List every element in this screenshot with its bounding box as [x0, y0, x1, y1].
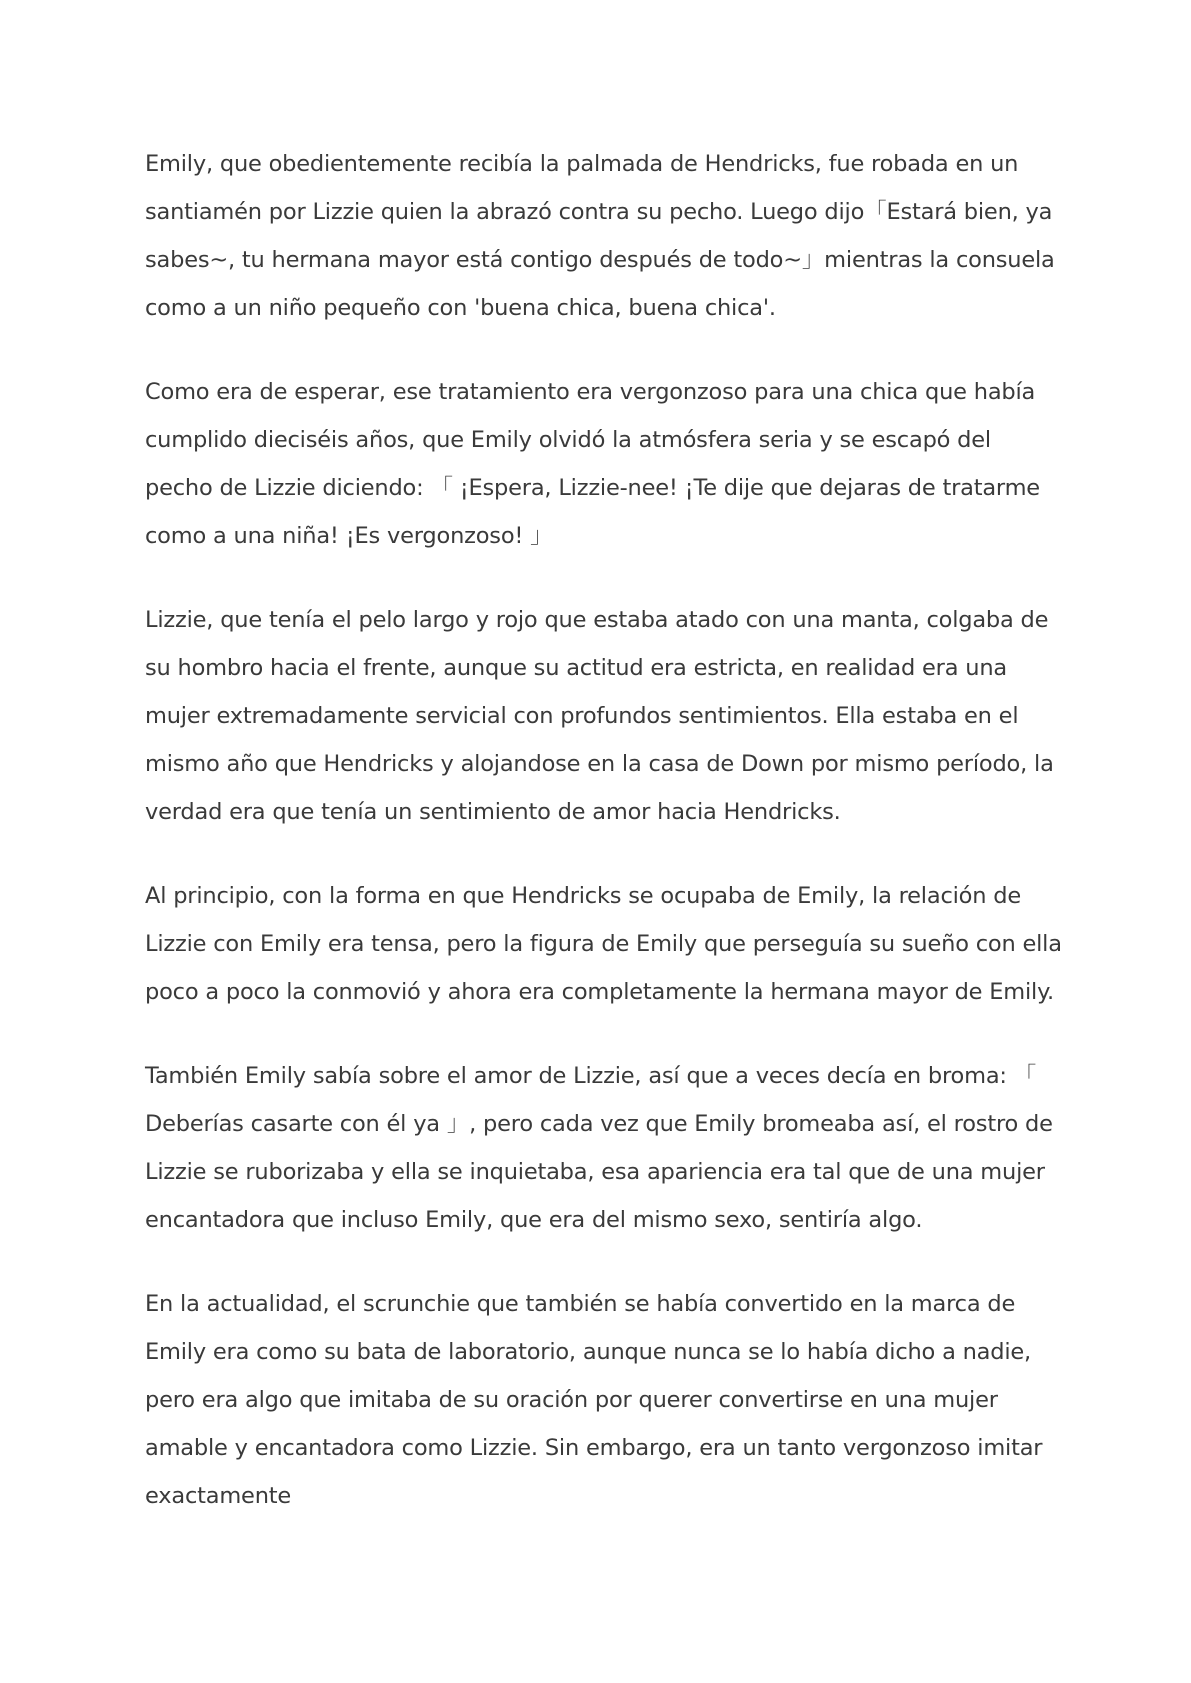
document-body: [145, 140, 1065, 1520]
paragraph-2: Como era de esperar, ese tratamiento era vergonzoso para una chica que había cumplido dieciséis años, que Emily olvidó la atmósfera seria y se escapó del pecho de Lizzie diciendo: 「 ¡Espera, Lizzie-nee! ¡Te dije que dejaras de tratarme como a una niña! ¡Es vergonzoso! 」: [145, 379, 1040, 549]
paragraph-5: También Emily sabía sobre el amor de Lizzie, así que a veces decía en broma: 「 Deberías casarte con él ya 」, pero cada vez que Emily bromeaba así, el rostro de Lizzie se ruborizaba y ella se inquietaba, esa apariencia era tal que de una mujer encantadora que incluso Emily, que era del mismo sexo, sentiría algo.: [145, 1063, 1053, 1233]
paragraph-6: En la actualidad, el scrunchie que también se había convertido en la marca de Emily era como su bata de laboratorio, aunque nunca se lo había dicho a nadie, pero era algo que imitaba de su oración por querer convertirse en una mujer amable y encantadora como Lizzie. Sin embargo, era un tanto vergonzoso imitar exactamente: [145, 1291, 1043, 1509]
paragraph-3: Lizzie, que tenía el pelo largo y rojo que estaba atado con una manta, colgaba de su hombro hacia el frente, aunque su actitud era estricta, en realidad era una mujer extremadamente servicial con profundos sentimientos. Ella estaba en el mismo año que Hendricks y alojandose en la casa de Down por mismo período, la verdad era que tenía un sentimiento de amor hacia Hendricks.: [145, 607, 1054, 825]
paragraph-4: Al principio, con la forma en que Hendricks se ocupaba de Emily, la relación de Lizzie con Emily era tensa, pero la figura de Emily que perseguía su sueño con ella poco a poco la conmovió y ahora era completamente la hermana mayor de Emily.: [145, 883, 1062, 1005]
paragraph-1: Emily, que obedientemente recibía la palmada de Hendricks, fue robada en un santiamén por Lizzie quien la abrazó contra su pecho. Luego dijo「Estará bien, ya sabes~, tu hermana mayor está contigo después de todo~」mientras la consuela como a un niño pequeño con 'buena chica, buena chica'.: [145, 151, 1055, 321]
